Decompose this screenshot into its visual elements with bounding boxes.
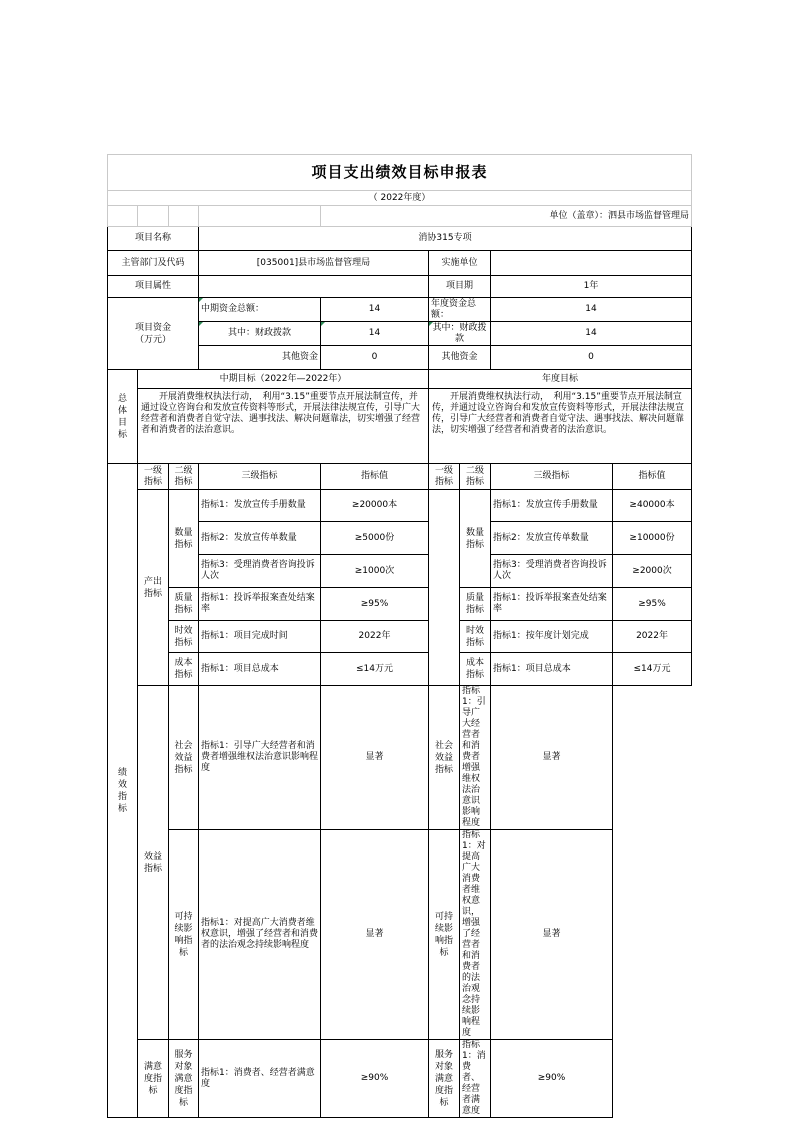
impl-unit-label: 实施单位 [429, 251, 491, 276]
perf-label: 绩 效 指 标 [108, 464, 138, 1118]
impl-unit-value [491, 251, 692, 276]
timeliness-category-mid: 时效 指标 [169, 621, 199, 653]
dept-value: [035001]县市场监督管理局 [199, 251, 429, 276]
quality-value-year: ≥95% [613, 588, 692, 621]
year-goal-text: 开展消费维权执法行动， 利用“3.15”重要节点开展法制宣传，并通过设立咨询台和发放宣传资料等形式，开展法律法规宣传，引导广大经营者和消费者自觉守法、遇事找法、解决问题靠法，切实增强了经营者和消费者的法治意识。 [429, 389, 692, 464]
time-name-year: 指标1：按年度计划完成 [491, 621, 613, 653]
mid-other-value: 0 [321, 346, 429, 370]
sat-name-year: 指标1：消费者、经营者满意度 [460, 1040, 491, 1118]
q2-name-year: 指标2：发放宣传单数量 [491, 522, 613, 555]
year-fiscal-value: 14 [491, 322, 692, 346]
mid-total-label: 中期资金总额： [199, 298, 321, 322]
time-value-mid: 2022年 [321, 621, 429, 653]
timeliness-category-year: 时效 指标 [460, 621, 491, 653]
q1-name-year: 指标1：发放宣传手册数量 [491, 490, 613, 522]
value-header-mid: 指标值 [321, 464, 429, 490]
q3-name-mid: 指标3：受理消费者咨询投诉人次 [199, 555, 321, 588]
cost-value-mid: ≤14万元 [321, 653, 429, 686]
service-category-year: 服务 对象 满意 度指 标 [429, 1040, 460, 1118]
overall-goal-label: 总 体 目 标 [108, 370, 138, 464]
unit-line: 单位（盖章）：泗县市场监督管理局 [321, 206, 692, 227]
social-category-year: 社会 效益 指标 [429, 686, 460, 830]
form-table [107, 154, 692, 1118]
quality-value-mid: ≥95% [321, 588, 429, 621]
time-value-year: 2022年 [613, 621, 692, 653]
lvl3-header-mid: 三级指标 [199, 464, 321, 490]
mid-goal-text: 开展消费维权执法行动， 利用“3.15”重要节点开展法制宣传，并通过设立咨询台和发放宣传资料等形式，开展法律法规宣传，引导广大经营者和消费者自觉守法、遇事找法、解决问题靠法，切实增强了经营者和消费者的法治意识。 [138, 389, 429, 464]
q1-value-year: ≥40000本 [613, 490, 692, 522]
q3-name-year: 指标3：受理消费者咨询投诉人次 [491, 555, 613, 588]
sat-name-mid: 指标1：消费者、经营者满意度 [199, 1040, 321, 1118]
dept-label: 主管部门及代码 [108, 251, 199, 276]
cost-name-year: 指标1：项目总成本 [491, 653, 613, 686]
cost-name-mid: 指标1：项目总成本 [199, 653, 321, 686]
attribute-value [199, 276, 429, 298]
form-year: （ 2022年度） [108, 191, 692, 206]
sustain-name-year: 指标1：对提高广大消费者维权意识，增强了经营者和消费者的法治观念持续影响程度 [460, 830, 491, 1040]
attribute-label: 项目属性 [108, 276, 199, 298]
lvl2-header-year: 二级 指标 [460, 464, 491, 490]
performance-goal-form [107, 154, 691, 1118]
mid-goal-header: 中期目标（2022年—2022年） [138, 370, 429, 389]
sustain-category-year: 可持 续影 响指 标 [429, 830, 460, 1040]
cost-category-year: 成本 指标 [460, 653, 491, 686]
period-label: 项目期 [429, 276, 491, 298]
satisfaction-category-mid: 满意 度指 标 [138, 1040, 169, 1118]
year-other-label: 其他资金 [429, 346, 491, 370]
lvl3-header-year: 三级指标 [491, 464, 613, 490]
year-other-value: 0 [491, 346, 692, 370]
benefit-category-mid: 效益 指标 [138, 686, 169, 1040]
year-total-value: 14 [491, 298, 692, 322]
social-value-mid: 显著 [321, 686, 429, 830]
lvl1-header-mid: 一级 指标 [138, 464, 169, 490]
mid-other-label: 其他资金 [199, 346, 321, 370]
q1-value-mid: ≥20000本 [321, 490, 429, 522]
social-category-mid: 社会 效益 指标 [169, 686, 199, 830]
cost-value-year: ≤14万元 [613, 653, 692, 686]
sat-value-mid: ≥90% [321, 1040, 429, 1118]
year-goal-header: 年度目标 [429, 370, 692, 389]
funds-label: 项目资金 （万元） [108, 298, 199, 370]
q2-value-year: ≥10000份 [613, 522, 692, 555]
quality-category-year: 质量 指标 [460, 588, 491, 621]
social-name-mid: 指标1：引导广大经营者和消费者增强维权法治意识影响程度 [199, 686, 321, 830]
quality-name-year: 指标1：投诉举报案查处结案率 [491, 588, 613, 621]
mid-fiscal-label: 其中：财政拨款 [199, 322, 321, 346]
quality-name-mid: 指标1：投诉举报案查处结案率 [199, 588, 321, 621]
sustain-value-mid: 显著 [321, 830, 429, 1040]
sat-value-year: ≥90% [491, 1040, 613, 1118]
project-name-value: 消协315专项 [199, 227, 692, 251]
sustain-category-mid: 可持 续影 响指 标 [169, 830, 199, 1040]
sustain-value-year: 显著 [491, 830, 613, 1040]
value-header-year: 指标值 [613, 464, 692, 490]
social-name-year: 指标1：引导广大经营者和消费者增强维权法治意识影响程度 [460, 686, 491, 830]
quantity-category-year: 数量 指标 [460, 490, 491, 588]
lvl1-header-year: 一级 指标 [429, 464, 460, 490]
year-fiscal-label: 其中：财政拨款 [429, 322, 491, 346]
quantity-category-mid: 数量 指标 [169, 490, 199, 588]
q2-value-mid: ≥5000份 [321, 522, 429, 555]
output-category-mid: 产出 指标 [138, 490, 169, 686]
year-total-label: 年度资金总额： [429, 298, 491, 322]
social-value-year: 显著 [491, 686, 613, 830]
service-category-mid: 服务 对象 满意 度指 标 [169, 1040, 199, 1118]
period-value: 1年 [491, 276, 692, 298]
mid-total-value: 14 [321, 298, 429, 322]
project-name-label: 项目名称 [108, 227, 199, 251]
lvl2-header-mid: 二级 指标 [169, 464, 199, 490]
form-title: 项目支出绩效目标申报表 [108, 155, 692, 191]
q2-name-mid: 指标2：发放宣传单数量 [199, 522, 321, 555]
sustain-name-mid: 指标1：对提高广大消费者维权意识，增强了经营者和消费者的法治观念持续影响程度 [199, 830, 321, 1040]
q3-value-year: ≥2000次 [613, 555, 692, 588]
quality-category-mid: 质量 指标 [169, 588, 199, 621]
cost-category-mid: 成本 指标 [169, 653, 199, 686]
q3-value-mid: ≥1000次 [321, 555, 429, 588]
time-name-mid: 指标1：项目完成时间 [199, 621, 321, 653]
q1-name-mid: 指标1：发放宣传手册数量 [199, 490, 321, 522]
mid-fiscal-value: 14 [321, 322, 429, 346]
